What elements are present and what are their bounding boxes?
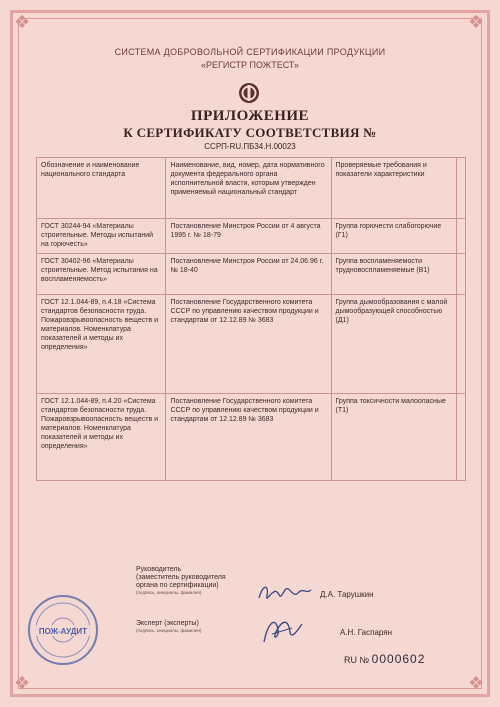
header-cell — [457, 158, 466, 219]
table-row — [37, 254, 466, 295]
expert-label-caption: (подпись, инициалы, фамилия) — [136, 628, 202, 633]
corner-ornament-top-left: ❖ — [14, 12, 31, 33]
certificate-number: ССРП-RU.ПБ34.Н.00023 — [204, 142, 296, 151]
expert-signature-label — [136, 620, 246, 633]
head-label-line-3: органа по сертификации) — [136, 582, 219, 589]
table-cell: Группа горючести слабогорючие (Г1) — [331, 219, 457, 254]
head-label-caption: (подпись, инициалы, фамилия) — [136, 590, 202, 595]
table-cell: Постановление Государственного комитета СССР по управлению качеством продукции и стандартам от 12.12.89 № 3683 — [166, 394, 331, 481]
table-cell — [457, 394, 466, 481]
serial-number — [344, 652, 425, 666]
corner-ornament-top-right: ❖ — [468, 12, 485, 33]
table-cell: ГОСТ 30402-96 «Материалы строительные. Метод испытания на воспламеняемость» — [37, 254, 166, 295]
corner-ornament-bottom-right: ❖ — [468, 673, 485, 694]
table-cell — [457, 295, 466, 394]
expert-name: А.Н. Гаспарян — [340, 628, 393, 637]
table-cell: Группа дымообразования с малой дымообразующей способностью (Д1) — [331, 295, 457, 394]
registry-name: «РЕГИСТР ПОЖТЕСТ» — [200, 60, 300, 70]
system-name: СИСТЕМА ДОБРОВОЛЬНОЙ СЕРТИФИКАЦИИ ПРОДУКЦИИ — [114, 47, 386, 57]
table-cell: ГОСТ 12.1.044-89, п.4.20 «Система стандартов безопасности труда. Пожаровзрывоопасность веществ и материалов. Номенклатура показателей и методы их определения» — [37, 394, 166, 481]
table-row — [37, 219, 466, 254]
header-cell: Наименование, вид, номер, дата нормативного документа федерального органа исполнительной власти, которым утвержден применяемый национальный стандарт — [166, 158, 331, 219]
table-row — [37, 295, 466, 394]
head-name: Д.А. Тарушкин — [320, 590, 374, 599]
corner-ornament-bottom-left: ❖ — [14, 673, 31, 694]
standards-table — [36, 157, 466, 481]
head-signature-label — [136, 566, 246, 595]
header-cell: Обозначение и наименование национального стандарта — [37, 158, 166, 219]
serial-value: 0000602 — [371, 652, 426, 666]
table-cell — [457, 219, 466, 254]
expert-handwritten-signature — [258, 612, 308, 648]
table-cell: Постановление Минстроя России от 24.06.96 г. № 18-40 — [166, 254, 331, 295]
table-cell: ГОСТ 12.1.044-89, п.4.18 «Система стандартов безопасности труда. Пожаровзрывоопасность веществ и материалов. Номенклатура показателей и методы их определения» — [37, 295, 166, 394]
table-cell — [457, 254, 466, 295]
head-label-line-2: (заместитель руководителя — [136, 574, 226, 581]
head-label-line-1: Руководитель — [136, 566, 182, 573]
registry-logo-icon — [238, 82, 260, 104]
table-row — [37, 394, 466, 481]
header-cell: Проверяемые требования и показатели характеристики — [331, 158, 457, 219]
table-header-row — [37, 158, 466, 219]
table-cell: Группа токсичности малоопасные (Т1) — [331, 394, 457, 481]
stamp-text: ПОЖ-АУДИТ — [38, 627, 88, 636]
head-handwritten-signature — [255, 578, 315, 608]
serial-prefix: RU № — [344, 655, 370, 665]
appendix-subtitle: К СЕРТИФИКАТУ СООТВЕТСТВИЯ № — [123, 125, 377, 140]
table-cell: Группа воспламеняемости трудновоспламеняемые (В1) — [331, 254, 457, 295]
organization-stamp — [26, 593, 100, 667]
table-cell: Постановление Государственного комитета СССР по управлению качеством продукции и стандартам от 12.12.89 № 3683 — [166, 295, 331, 394]
table-cell: ГОСТ 30244-94 «Материалы строительные. Методы испытаний на горючесть» — [37, 219, 166, 254]
table-cell: Постановление Минстроя России от 4 августа 1995 г. № 18-79 — [166, 219, 331, 254]
expert-label: Эксперт (эксперты) — [136, 620, 199, 627]
appendix-title: ПРИЛОЖЕНИЕ — [190, 108, 310, 124]
